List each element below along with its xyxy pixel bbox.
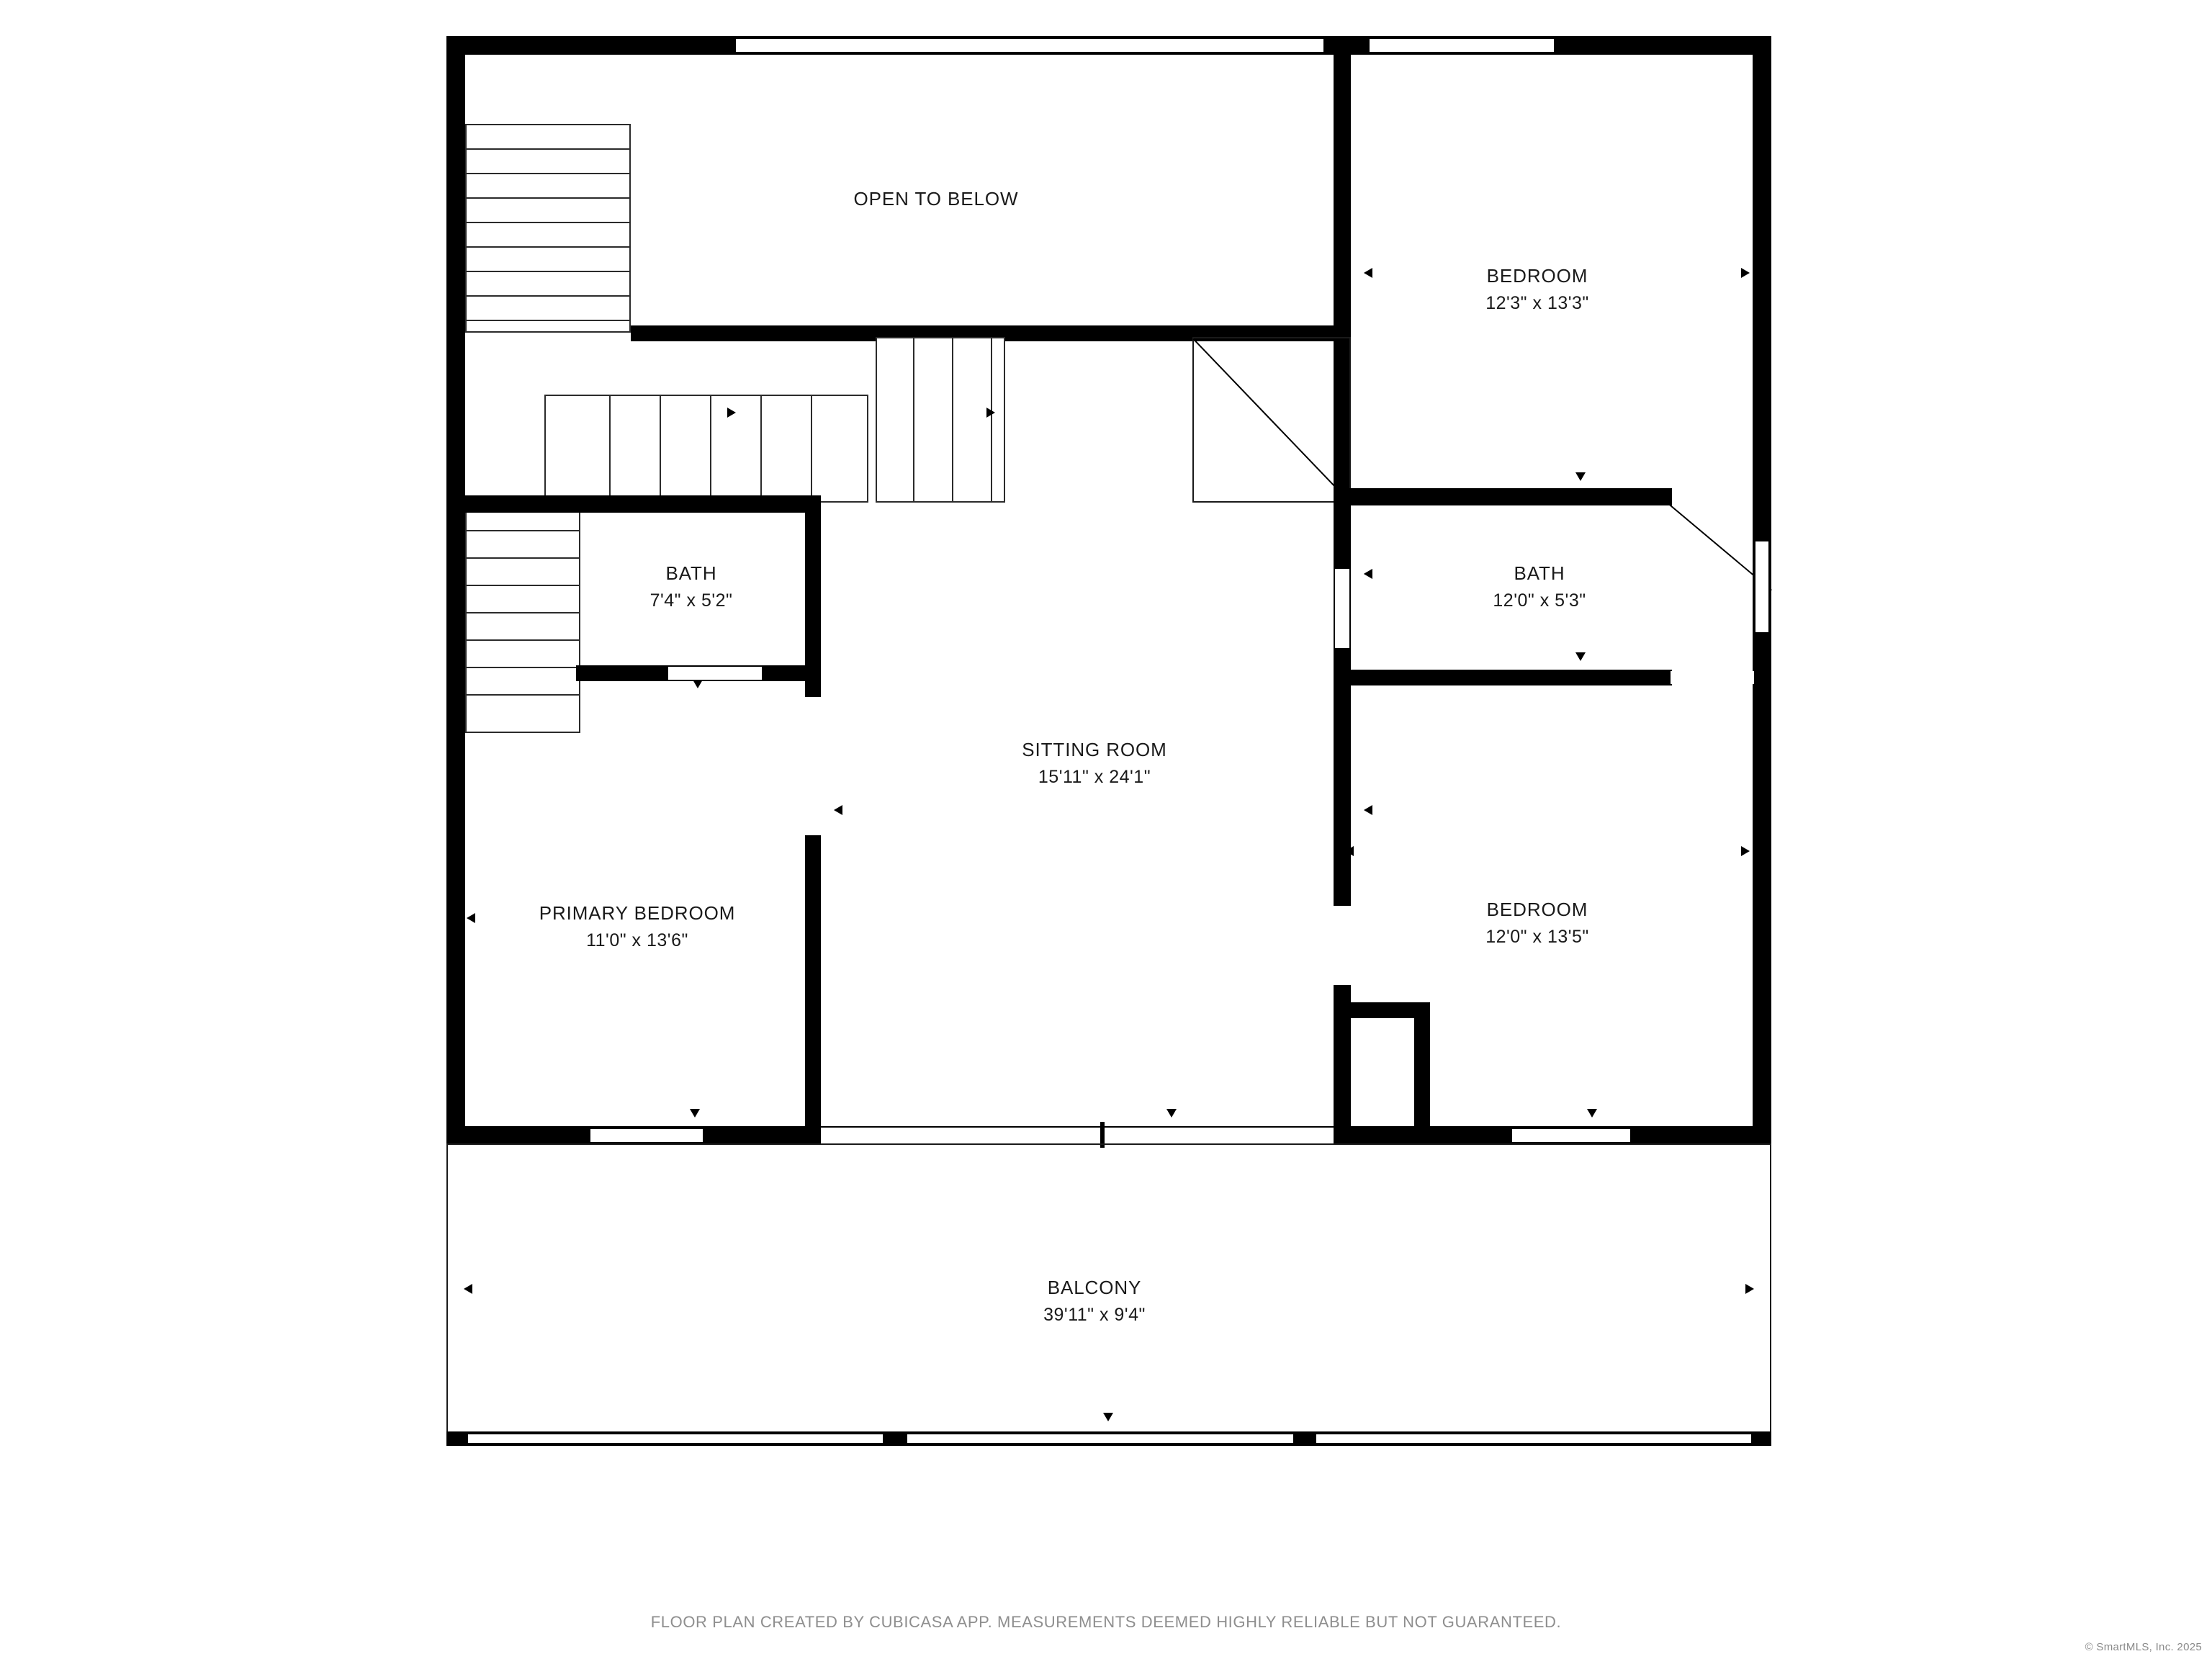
window-primary-bottom xyxy=(589,1128,704,1143)
wall-arrow-primary-right xyxy=(806,913,815,923)
balcony-rail-bottom-2 xyxy=(906,1433,1295,1444)
wall-arrow-sitting-east xyxy=(1345,846,1354,856)
opening-sitting-se xyxy=(1335,906,1349,985)
wall-arrow-bedroom-se-bottom xyxy=(1587,1109,1597,1118)
door-arrow-primary xyxy=(834,805,842,815)
wall-arrow-balcony-right xyxy=(1745,1284,1754,1294)
copyright-credit: © SmartMLS, Inc. 2025 xyxy=(2085,1641,2202,1653)
balcony-rail-bottom-3 xyxy=(1315,1433,1753,1444)
room-label-primary-bedroom: PRIMARY BEDROOM 11'0" x 13'6" xyxy=(539,902,736,950)
room-label-bath-east: BATH 12'0" x 5'3" xyxy=(1493,562,1586,611)
footer-disclaimer: FLOOR PLAN CREATED BY CUBICASA APP. MEASUREMENTS DEEMED HIGHLY RELIABLE BUT NOT GUARANTEED. xyxy=(650,1613,1562,1631)
door-arrow-bedroom-se xyxy=(1364,805,1372,815)
window-right-upper xyxy=(1754,540,1770,634)
wall-bath-east-top xyxy=(1334,488,1672,505)
wall-bath-east-bottom xyxy=(1334,670,1672,685)
room-label-sitting-room: SITTING ROOM 15'11" x 24'1" xyxy=(1022,739,1167,787)
wall-arrow-primary-bottom xyxy=(690,1109,700,1118)
door-opening-bath-east xyxy=(1335,569,1349,648)
room-label-open-to-below: OPEN TO BELOW xyxy=(853,188,1019,210)
wall-arrow-bedroom-ne-left xyxy=(1364,268,1372,278)
door-opening-bath-west xyxy=(668,667,762,680)
wall-arrow-bath-east-top xyxy=(1575,472,1586,481)
stairs-right-run xyxy=(876,337,1005,503)
opening-bath-east-right xyxy=(1671,671,1754,684)
stair-direction-arrow-2 xyxy=(986,408,995,418)
room-label-bedroom-ne: BEDROOM 12'3" x 13'3" xyxy=(1485,265,1589,313)
wall-primary-right xyxy=(805,835,821,1138)
wall-exterior-left xyxy=(446,36,465,1145)
wall-sitting-east-upper xyxy=(1334,488,1351,906)
wall-arrow-balcony-bottom xyxy=(1103,1413,1113,1421)
wall-arrow-primary-left xyxy=(467,913,475,923)
wall-arrow-bedroom-se-right xyxy=(1741,846,1750,856)
door-opening-primary xyxy=(806,756,819,835)
wall-bath-west-top xyxy=(446,495,821,513)
stairs-upper-run xyxy=(465,124,631,333)
wall-arrow-bath-east-bottom xyxy=(1575,652,1586,661)
room-label-bath-west: BATH 7'4" x 5'2" xyxy=(649,562,733,611)
window-top-right xyxy=(1368,37,1555,53)
wall-sitting-east-lower xyxy=(1334,985,1351,1145)
window-bedroom-se-bottom xyxy=(1511,1128,1632,1143)
stair-direction-arrow-1 xyxy=(727,408,736,418)
wall-arrow-balcony-left xyxy=(464,1284,472,1294)
stairs-middle-run xyxy=(544,395,868,503)
opening-sitting-balcony xyxy=(821,1128,1334,1143)
door-arrow-bath-west xyxy=(693,680,703,688)
stairs-lower-left-run xyxy=(465,503,580,733)
balcony-rail-bottom xyxy=(467,1433,884,1444)
room-label-bedroom-se: BEDROOM 12'0" x 13'5" xyxy=(1485,899,1589,947)
room-label-balcony: BALCONY 39'11" x 9'4" xyxy=(1043,1277,1146,1325)
wall-closet-se-right xyxy=(1414,1002,1430,1145)
window-top-left xyxy=(734,37,1325,53)
wall-arrow-sitting-bottom xyxy=(1166,1109,1177,1118)
wall-arrow-bedroom-ne-right xyxy=(1741,268,1750,278)
wall-arrow-bath-east-left xyxy=(1364,569,1372,579)
